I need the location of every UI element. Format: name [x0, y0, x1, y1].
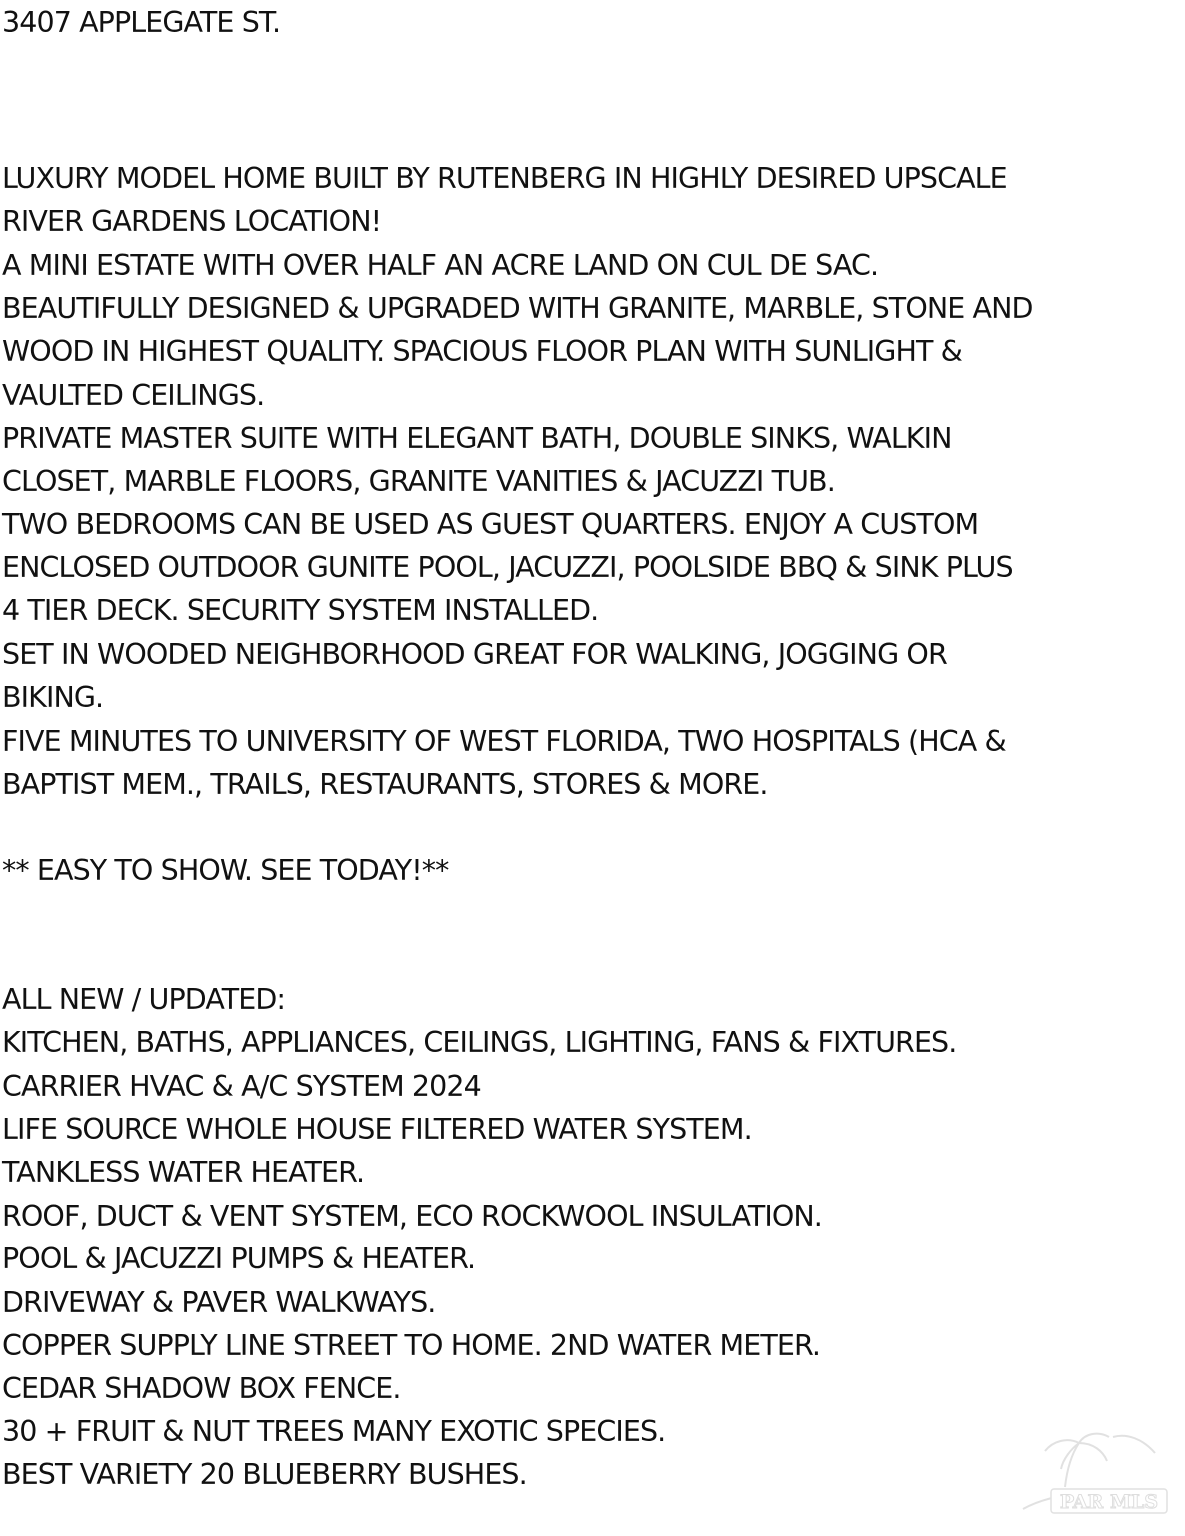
update-item: TANKLESS WATER HEATER.: [2, 1156, 365, 1189]
description-line: CLOSET, MARBLE FLOORS, GRANITE VANITIES & JACUZZI TUB.: [2, 465, 835, 498]
description-line: SET IN WOODED NEIGHBORHOOD GREAT FOR WALKING, JOGGING OR: [2, 638, 947, 671]
update-item: DRIVEWAY & PAVER WALKWAYS.: [2, 1286, 436, 1319]
updates-heading: ALL NEW / UPDATED:: [2, 983, 286, 1016]
description-line: FIVE MINUTES TO UNIVERSITY OF WEST FLORIDA, TWO HOSPITALS (HCA &: [2, 725, 1006, 758]
description-line: 4 TIER DECK. SECURITY SYSTEM INSTALLED.: [2, 594, 599, 627]
description-line: TWO BEDROOMS CAN BE USED AS GUEST QUARTERS. ENJOY A CUSTOM: [2, 508, 979, 541]
description-line: BEAUTIFULLY DESIGNED & UPGRADED WITH GRANITE, MARBLE, STONE AND: [2, 292, 1033, 325]
watermark-text: PAR MLS: [1059, 1491, 1159, 1513]
description-line: A MINI ESTATE WITH OVER HALF AN ACRE LAND ON CUL DE SAC.: [2, 249, 879, 282]
update-item: BEST VARIETY 20 BLUEBERRY BUSHES.: [2, 1458, 527, 1491]
update-item: CEDAR SHADOW BOX FENCE.: [2, 1372, 401, 1405]
update-item: CARRIER HVAC & A/C SYSTEM 2024: [2, 1070, 481, 1103]
description-line: RIVER GARDENS LOCATION!: [2, 205, 382, 238]
description-line: LUXURY MODEL HOME BUILT BY RUTENBERG IN HIGHLY DESIRED UPSCALE: [2, 162, 1007, 195]
callout-text: ** EASY TO SHOW. SEE TODAY!**: [2, 854, 449, 887]
description-line: BIKING.: [2, 681, 104, 714]
mls-watermark: [1005, 1425, 1175, 1530]
property-address: 3407 APPLEGATE ST.: [2, 6, 281, 39]
update-item: LIFE SOURCE WHOLE HOUSE FILTERED WATER SYSTEM.: [2, 1113, 752, 1146]
description-line: WOOD IN HIGHEST QUALITY. SPACIOUS FLOOR PLAN WITH SUNLIGHT &: [2, 335, 963, 368]
update-item: KITCHEN, BATHS, APPLIANCES, CEILINGS, LIGHTING, FANS & FIXTURES.: [2, 1026, 957, 1059]
update-item: ROOF, DUCT & VENT SYSTEM, ECO ROCKWOOL INSULATION.: [2, 1200, 822, 1233]
update-item: POOL & JACUZZI PUMPS & HEATER.: [2, 1242, 476, 1275]
palm-tree-logo-icon: [1005, 1425, 1175, 1530]
description-line: VAULTED CEILINGS.: [2, 379, 265, 412]
description-line: BAPTIST MEM., TRAILS, RESTAURANTS, STORES & MORE.: [2, 768, 768, 801]
description-line: PRIVATE MASTER SUITE WITH ELEGANT BATH, DOUBLE SINKS, WALKIN: [2, 422, 952, 455]
description-line: ENCLOSED OUTDOOR GUNITE POOL, JACUZZI, POOLSIDE BBQ & SINK PLUS: [2, 551, 1013, 584]
update-item: COPPER SUPPLY LINE STREET TO HOME. 2ND WATER METER.: [2, 1329, 820, 1362]
update-item: 30 + FRUIT & NUT TREES MANY EXOTIC SPECIES.: [2, 1415, 666, 1448]
